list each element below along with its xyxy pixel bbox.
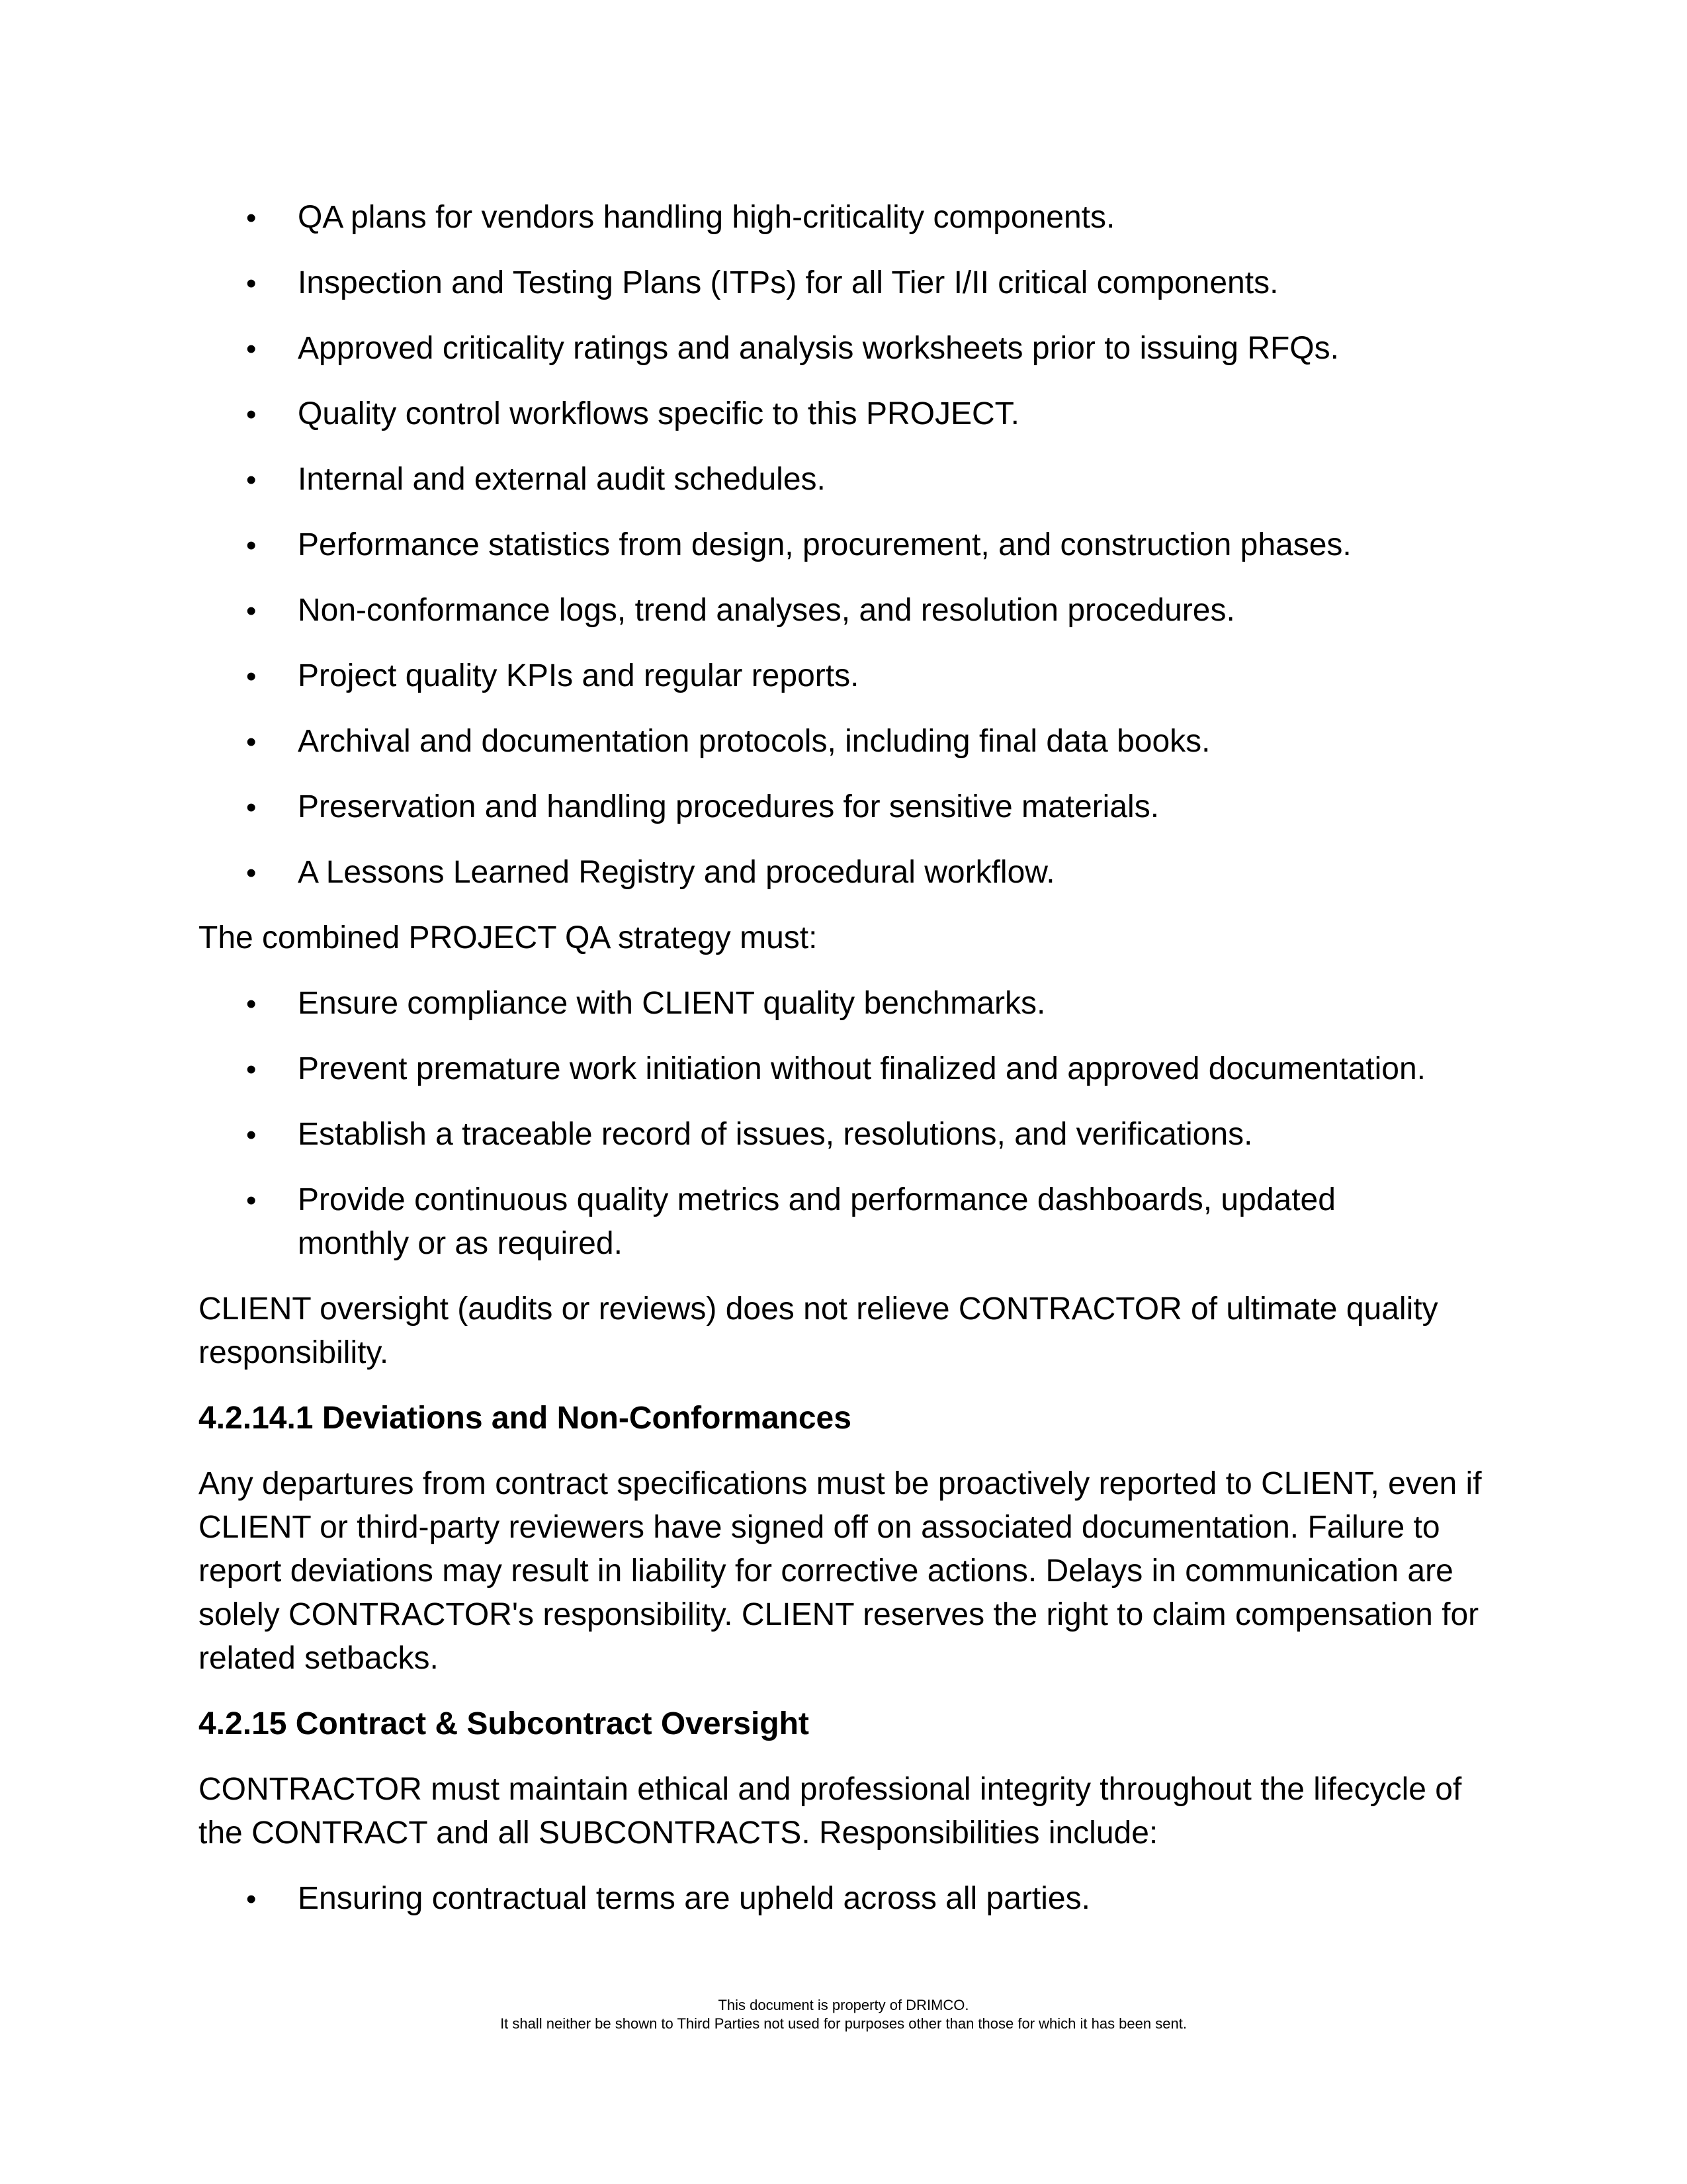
section-heading-4-2-14-1: 4.2.14.1 Deviations and Non-Conformances	[198, 1401, 851, 1436]
list-item: • Ensuring contractual terms are upheld across all parties.	[198, 1877, 1495, 1921]
footer-line-2: It shall neither be shown to Third Parties not used for purposes other than those for which it has been sent.	[500, 2015, 1187, 2032]
list-item: • A Lessons Learned Registry and procedural workflow.	[198, 851, 1495, 895]
section-body-4-2-15: CONTRACTOR must maintain ethical and professional integrity throughout the lifecycle of the CONTRACT and all SUBCONTRACTS. Responsibilities include:	[198, 1772, 1462, 1851]
bullet-icon	[246, 851, 273, 895]
bullet-icon	[246, 392, 273, 437]
list-item: • Approved criticality ratings and analysis worksheets prior to issuing RFQs.	[198, 327, 1495, 371]
bullet-icon	[246, 261, 273, 306]
list-item: • Inspection and Testing Plans (ITPs) for all Tier I/II critical components.	[198, 261, 1495, 305]
bullet-icon	[246, 1047, 273, 1092]
list-item: • Provide continuous quality metrics and performance dashboards, updated monthly or as required.	[198, 1178, 1495, 1266]
bullet-icon	[246, 654, 273, 699]
bullet-icon	[246, 327, 273, 371]
list-item: • Performance statistics from design, procurement, and construction phases.	[198, 523, 1495, 567]
oversight-responsibilities-list	[198, 1877, 1495, 1921]
bullet-icon	[246, 982, 273, 1026]
footer-line-1: This document is property of DRIMCO.	[718, 1997, 969, 2013]
bullet-icon	[246, 196, 273, 240]
bullet-icon	[246, 458, 273, 502]
page-footer	[0, 1996, 1687, 2033]
list-item: • Archival and documentation protocols, including final data books.	[198, 720, 1495, 764]
list-item: • Prevent premature work initiation without finalized and approved documentation.	[198, 1047, 1495, 1091]
list-item: • Establish a traceable record of issues, resolutions, and verifications.	[198, 1113, 1495, 1157]
bullet-icon	[246, 1877, 273, 1921]
oversight-paragraph: CLIENT oversight (audits or reviews) does not relieve CONTRACTOR of ultimate quality responsibility.	[198, 1291, 1438, 1370]
bullet-icon	[246, 1113, 273, 1157]
bullet-icon	[246, 1178, 273, 1223]
bullet-icon	[246, 720, 273, 764]
list-item: • Non-conformance logs, trend analyses, and resolution procedures.	[198, 589, 1495, 633]
qa-deliverables-list	[198, 196, 1495, 895]
section-heading-4-2-15: 4.2.15 Contract & Subcontract Oversight	[198, 1706, 809, 1741]
bullet-icon	[246, 589, 273, 633]
list-item: • Preservation and handling procedures for sensitive materials.	[198, 785, 1495, 829]
list-item: • Internal and external audit schedules.	[198, 458, 1495, 502]
bullet-icon	[246, 785, 273, 830]
bullet-icon	[246, 523, 273, 568]
page-content	[198, 196, 1495, 1943]
qa-strategy-intro: The combined PROJECT QA strategy must:	[198, 920, 818, 955]
list-item: • Ensure compliance with CLIENT quality benchmarks.	[198, 982, 1495, 1026]
list-item: • Project quality KPIs and regular reports.	[198, 654, 1495, 698]
list-item: • Quality control workflows specific to this PROJECT.	[198, 392, 1495, 436]
section-body-4-2-14-1: Any departures from contract specifications must be proactively reported to CLIENT, even if CLIENT or third-party reviewers have signed off on associated documentation. Failure to report deviations may result in liability for corrective actions. Delays in communication are solely CONTRACTOR's responsibility. CLIENT reserves the right to claim compensation for related setbacks.	[198, 1466, 1482, 1676]
qa-strategy-list	[198, 982, 1495, 1266]
list-item: • QA plans for vendors handling high-criticality components.	[198, 196, 1495, 240]
